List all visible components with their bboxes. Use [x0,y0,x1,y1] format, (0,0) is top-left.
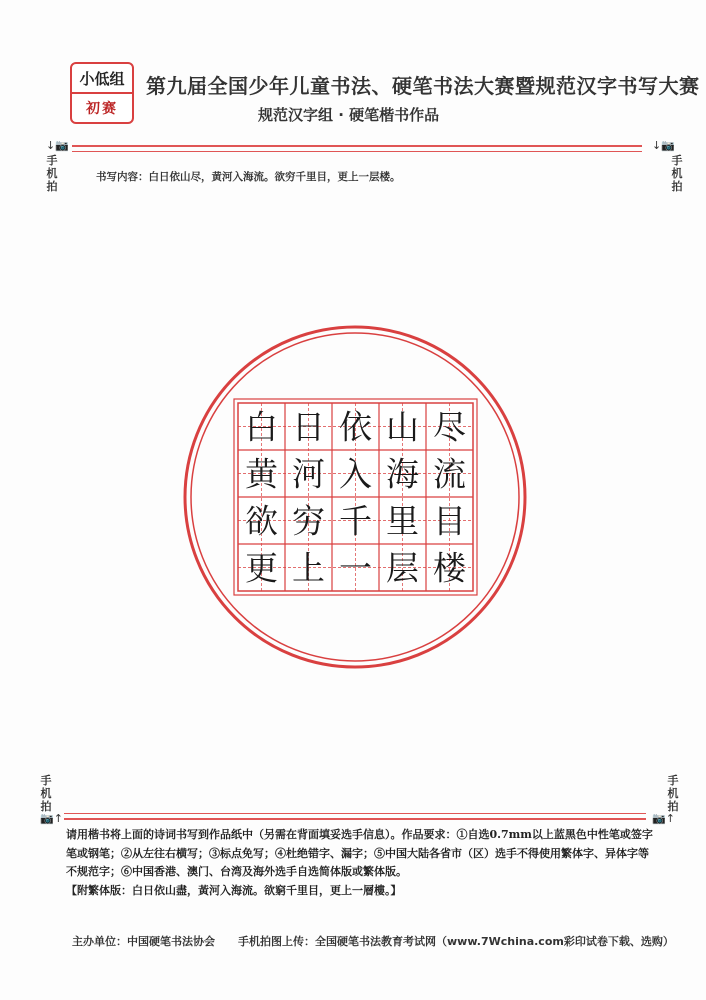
grid-character: 千 [339,501,372,541]
upload-info: 手机拍图上传：全国硬笔书法教育考试网（www.7Wchina.com彩印试卷下载、选购） [238,935,674,948]
camera-download-icon: ↓📷 [46,139,69,152]
instructions-requirements: 作品要求：①自选0.7mm以上蓝黑色中性笔或签字笔或钢笔；②从左往右横写；③标点免写；④杜绝错字、漏字；⑤中国大陆各省市（区）选手不得使用繁体字、异体字等不规范字；⑥中国香港、澳门、台湾及海外选手自选简体版或繁体版。 [66,828,653,878]
grid-character: 黄 [245,454,278,494]
traditional-version: 【附繁体版：白日依山盡，黃河入海流。欲窮千里目，更上一層樓。】 [66,883,402,897]
camera-upload-icon: 📷↑ [40,812,63,825]
writing-content: 书写内容：白日依山尽，黄河入海流。欲穷千里目，更上一层楼。 [96,171,401,183]
photo-mark-label: 手 机 拍 [667,774,679,813]
grid-character: 白 [245,407,278,447]
grid-character: 依 [339,407,372,447]
grid-character: 山 [386,407,419,447]
grid-character: 目 [433,501,466,541]
round-label: 初赛 [86,101,118,117]
grid-character: 里 [386,501,419,541]
group-label: 小低组 [72,64,132,94]
calligraphy-artwork [160,325,550,715]
organizer: 主办单位：中国硬笔书法协会 [72,935,215,948]
grid-character: 入 [339,454,372,494]
grid-character: 更 [245,548,278,588]
grid-character: 日 [292,407,325,447]
grid-character: 上 [292,548,325,588]
grid-character: 层 [386,548,419,588]
top-border-line [72,151,642,152]
page-title: 第九届全国少年儿童书法、硬笔书法大赛暨规范汉字书写大赛 [146,74,700,98]
grid-character: 穷 [292,501,325,541]
grid-character: 尽 [433,407,466,447]
group-badge [70,62,134,124]
top-border-line [72,145,642,147]
photo-mark-label: 手 机 拍 [40,774,52,813]
grid-character: 海 [386,454,419,494]
instructions-lead: 请用楷书将上面的诗词书写到作品纸中（另需在背面填妥选手信息）。 [66,828,402,841]
grid-character: 流 [433,454,466,494]
grid-character: 一 [339,548,372,588]
camera-download-icon: ↓📷 [652,139,675,152]
instructions [66,826,656,900]
photo-mark-label: 手 机 拍 [46,154,58,193]
bottom-border-line [64,818,646,820]
page-subtitle: 规范汉字组 · 硬笔楷书作品 [258,106,440,124]
grid-character: 楼 [433,548,466,588]
photo-mark-label: 手 机 拍 [671,154,683,193]
grid-character: 河 [292,454,325,494]
bottom-border-line [64,813,646,814]
camera-upload-icon: 📷↑ [652,812,675,825]
writing-grid [234,399,477,595]
grid-character: 欲 [245,501,278,541]
